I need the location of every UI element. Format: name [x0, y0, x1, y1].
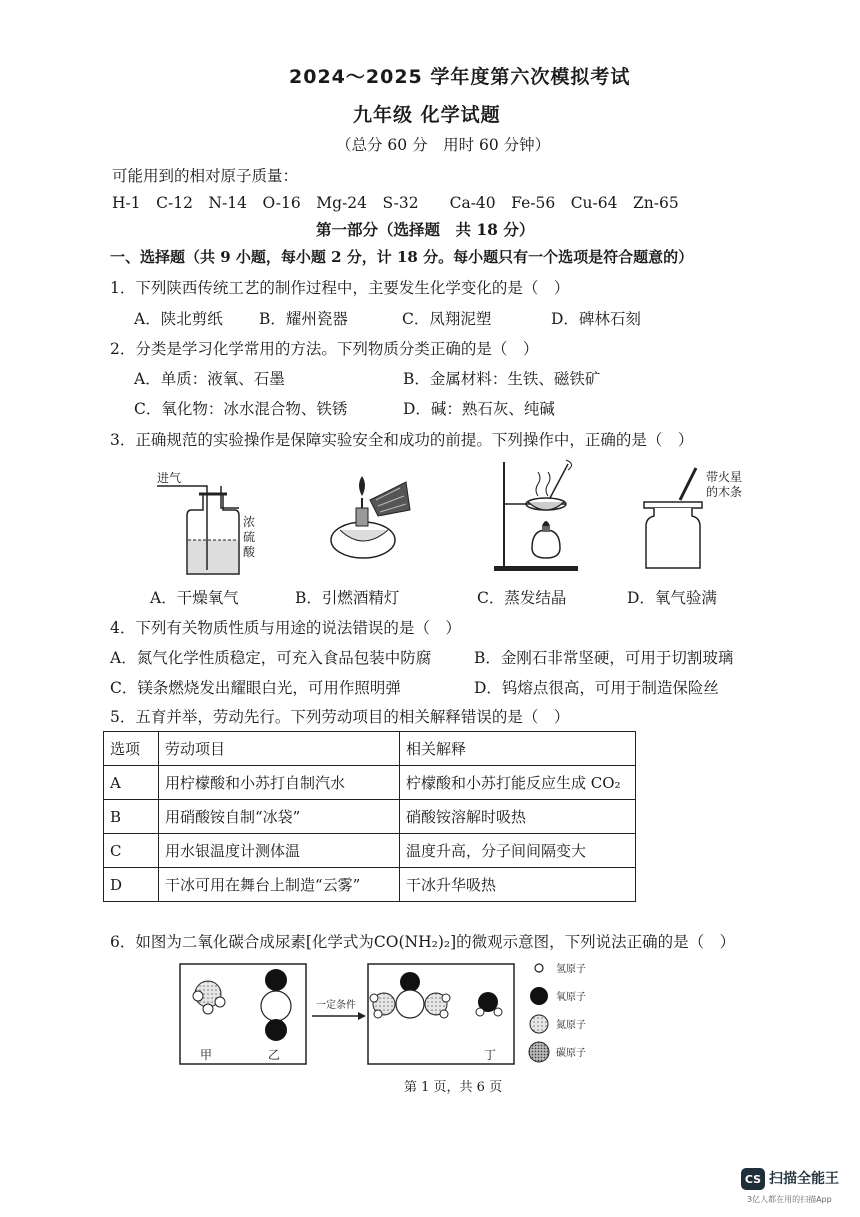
- table-cell: D: [104, 868, 159, 902]
- table-header-row: [104, 732, 636, 766]
- urea-synthesis-diagram: [178, 960, 518, 1068]
- table-cell: 柠檬酸和小苏打能反应生成 CO₂: [400, 766, 636, 800]
- scanner-app-slogan: 3亿人都在用的扫描App: [747, 1195, 832, 1204]
- q2-option-a: A．单质：液氧、石墨: [134, 370, 285, 388]
- q3-option-d: D．氧气验满: [627, 589, 717, 607]
- part1-heading: 第一部分（选择题 共 18 分）: [316, 220, 535, 239]
- evaporation-figure: [492, 458, 582, 573]
- q2-option-b: B．金属材料：生铁、磁铁矿: [403, 370, 601, 388]
- exam-meta: （总分 60 分 用时 60 分钟）: [336, 136, 551, 154]
- table-cell: 用水银温度计测体温: [159, 834, 400, 868]
- page-number: 第 1 页，共 6 页: [404, 1080, 503, 1095]
- atomic-mass-label: 可能用到的相对原子质量：: [112, 167, 299, 185]
- table-cell: 硝酸铵溶解时吸热: [400, 800, 636, 834]
- q2-stem: 2．分类是学习化学常用的方法。下列物质分类正确的是（ ）: [110, 340, 539, 358]
- q4-option-d: D．钨熔点很高，可用于制造保险丝: [474, 679, 719, 697]
- table-row: [104, 800, 636, 834]
- legend-nitrogen: 氮原子: [556, 1020, 586, 1031]
- q5-table: [103, 731, 636, 902]
- table-cell: A: [104, 766, 159, 800]
- table-row: [104, 834, 636, 868]
- atom-legend-icons: [528, 960, 550, 1064]
- alcohol-lamp-figure: [318, 470, 413, 565]
- q4-option-b: B．金刚石非常坚硬，可用于切割玻璃: [474, 649, 734, 667]
- q1-option-a: A．陕北剪纸: [134, 310, 223, 328]
- q5-stem: 5．五育并举，劳动先行。下列劳动项目的相关解释错误的是（ ）: [110, 708, 570, 726]
- exam-title: 2024～2025 学年度第六次模拟考试: [289, 66, 631, 88]
- q6-stem: 6．如图为二氧化碳合成尿素[化学式为CO(NH₂)₂]的微观示意图，下列说法正确的是（ ）: [110, 933, 736, 951]
- q1-option-b: B．耀州瓷器: [259, 310, 348, 328]
- legend-oxygen: 氧原子: [556, 992, 586, 1003]
- section-heading: 一、选择题（共 9 小题，每小题 2 分，计 18 分。每小题只有一个选项是符合题意的）: [110, 248, 694, 266]
- scanner-logo-badge: CS: [741, 1168, 765, 1190]
- table-header-cell: 相关解释: [400, 732, 636, 766]
- table-cell: 用硝酸铵自制“冰袋”: [159, 800, 400, 834]
- fig-d-label: 带火星的木条: [706, 470, 743, 499]
- table-cell: 干冰升华吸热: [400, 868, 636, 902]
- q4-option-c: C．镁条燃烧发出耀眼白光，可用作照明弹: [110, 679, 401, 697]
- gas-washing-bottle-figure: [155, 480, 245, 580]
- table-cell: B: [104, 800, 159, 834]
- exam-subtitle: 九年级 化学试题: [353, 104, 501, 126]
- q2-option-c: C．氧化物：冰水混合物、铁锈: [134, 400, 348, 418]
- table-header-cell: 劳动项目: [159, 732, 400, 766]
- table-row: [104, 766, 636, 800]
- label-yi: 乙: [268, 1048, 281, 1062]
- table-cell: 用柠檬酸和小苏打自制汽水: [159, 766, 400, 800]
- q1-stem: 1．下列陕西传统工艺的制作过程中，主要发生化学变化的是（ ）: [110, 279, 570, 297]
- q1-option-d: D．碑林石刻: [551, 310, 641, 328]
- scanner-app-name: 扫描全能王: [769, 1171, 839, 1187]
- q4-option-a: A．氮气化学性质稳定，可充入食品包装中防腐: [110, 649, 432, 667]
- gas-bottle-figure: [640, 464, 710, 574]
- table-header-cell: 选项: [104, 732, 159, 766]
- q3-stem: 3．正确规范的实验操作是保障实验安全和成功的前提。下列操作中，正确的是（ ）: [110, 431, 694, 449]
- atomic-mass-values: H-1 C-12 N-14 O-16 Mg-24 S-32 Ca-40 Fe-56 Cu-64 Zn-65: [112, 194, 679, 212]
- q3-option-b: B．引燃酒精灯: [295, 589, 400, 607]
- table-cell: 干冰可用在舞台上制造“云雾”: [159, 868, 400, 902]
- q3-option-c: C．蒸发结晶: [477, 589, 567, 607]
- q4-stem: 4．下列有关物质性质与用途的说法错误的是（ ）: [110, 619, 461, 637]
- arrow-condition-label: 一定条件: [316, 1000, 356, 1011]
- table-row: [104, 868, 636, 902]
- fig-a-acid-label: 浓硫酸: [243, 515, 256, 559]
- q2-option-d: D．碱：熟石灰、纯碱: [403, 400, 555, 418]
- label-ding: 丁: [484, 1048, 497, 1062]
- legend-carbon: 碳原子: [556, 1048, 586, 1059]
- legend-hydrogen: 氢原子: [556, 964, 586, 975]
- table-cell: C: [104, 834, 159, 868]
- table-cell: 温度升高，分子间间隔变大: [400, 834, 636, 868]
- label-jia: 甲: [200, 1048, 213, 1062]
- q3-option-a: A．干燥氧气: [150, 589, 239, 607]
- fig-a-inlet-label: 进气: [157, 471, 182, 485]
- q1-option-c: C．凤翔泥塑: [402, 310, 492, 328]
